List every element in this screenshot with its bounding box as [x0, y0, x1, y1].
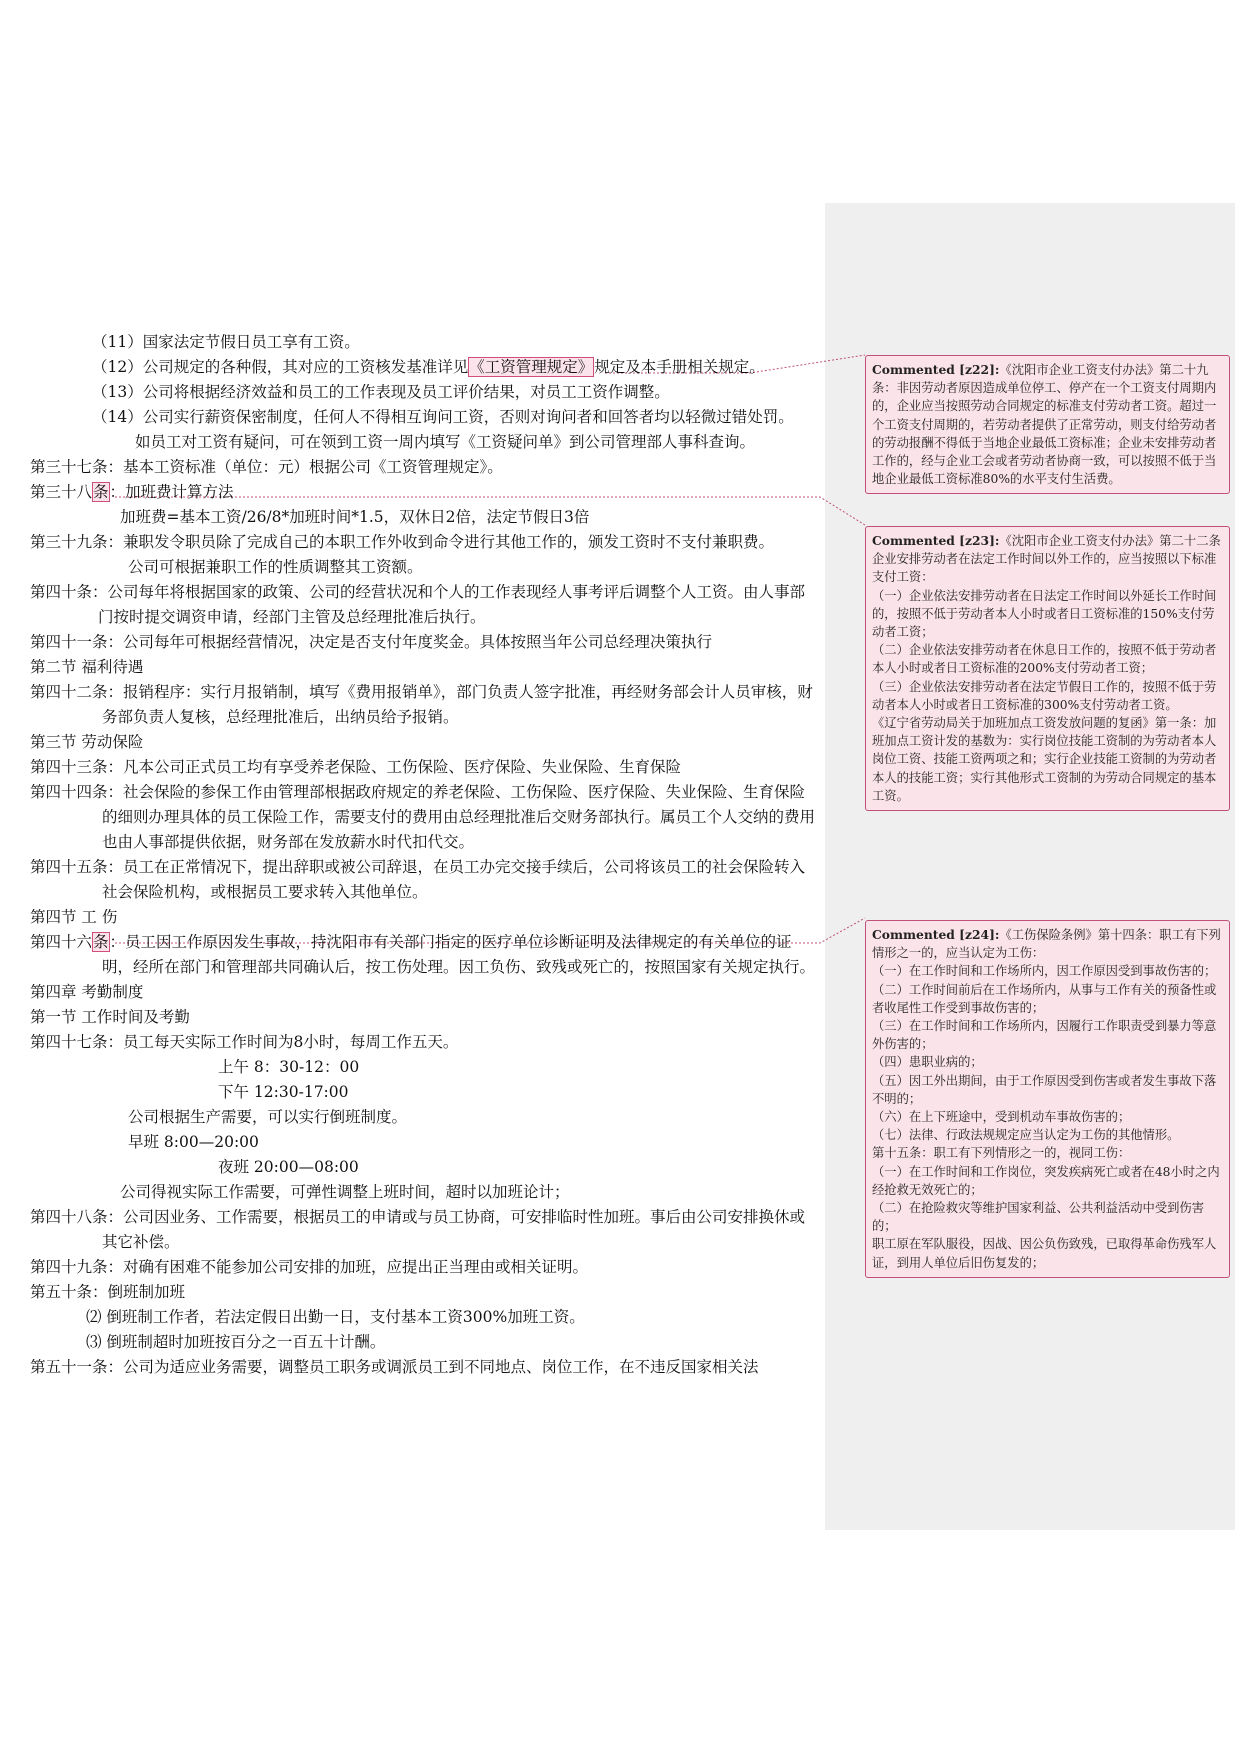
body-paragraph: 第四十六条：员工因工作原因发生事故，持沈阳市有关部门指定的医疗单位诊断证明及法律规定的有关单位的证明，经所在部门和管理部共同确认后，按工伤处理。因工负伤、致残或死亡的，按照国家有关规定执行。 — [30, 933, 816, 976]
body-line: 第三十八条：加班费计算方法 — [30, 483, 234, 501]
body-line: （13）公司将根据经济效益和员工的工作表现及员工评价结果，对员工工资作调整。 — [92, 383, 670, 401]
body-line: 第五十一条：公司为适应业务需要，调整员工职务或调派员工到不同地点、岗位工作，在不违反国家相关法 — [30, 1358, 759, 1376]
comment-text: （一）企业依法安排劳动者在日法定工作时间以外延长工作时间的，按照不低于劳动者本人小时或者日工资标准的150%支付劳动者工资； — [872, 588, 1217, 640]
comment-text: （二）在抢险救灾等维护国家利益、公共利益活动中受到伤害的； — [872, 1201, 1205, 1234]
body-paragraph: 第四十二条：报销程序：实行月报销制，填写《费用报销单》，部门负责人签字批准，再经财务部会计人员审核，财务部负责人复核，总经理批准后，出纳员给予报销。 — [30, 683, 813, 726]
body-line: （11）国家法定节假日员工享有工资。 — [92, 333, 360, 351]
body-line: 公司得视实际工作需要，可弹性调整上班时间，超时以加班论计； — [120, 1183, 570, 1201]
body-line: 公司可根据兼职工作的性质调整其工资额。 — [128, 558, 423, 576]
comment-text: （五）因工外出期间，由于工作原因受到伤害或者发生事故下落不明的； — [872, 1073, 1217, 1106]
comment-text: （四）患职业病的； — [872, 1055, 983, 1070]
comment-text: （七）法律、行政法规规定应当认定为工伤的其他情形。 — [872, 1128, 1180, 1143]
body-line: 加班费=基本工资/26/8*加班时间*1.5，双休日2倍，法定节假日3倍 — [120, 508, 590, 526]
comment-header: Commented [z23]: — [872, 533, 1000, 548]
schedule-line: 上午 8：30-12：00 — [218, 1058, 360, 1076]
comment-text: （一）在工作时间和工作场所内，因工作原因受到事故伤害的； — [872, 964, 1217, 979]
schedule-line: 下午 12:30-17:00 — [218, 1083, 349, 1101]
comment-text: 《沈阳市企业工资支付办法》第二十二条 企业安排劳动者在法定工作时间以外工作的，应当按照以下标准支付工资： — [872, 534, 1221, 585]
body-line: ⑵ 倒班制工作者，若法定假日出勤一日，支付基本工资300%加班工资。 — [86, 1308, 585, 1326]
section-heading: 第一节 工作时间及考勤 — [30, 1008, 190, 1026]
body-line: 公司根据生产需要，可以实行倒班制度。 — [128, 1108, 408, 1126]
schedule-line: 夜班 20:00—08:00 — [218, 1158, 359, 1176]
body-paragraph: 第四十八条：公司因业务、工作需要，根据员工的申请或与员工协商，可安排临时性加班。事后由公司安排换休或其它补偿。 — [30, 1208, 806, 1251]
comment-text: 《工伤保险条例》第十四条：职工有下列情形之一的，应当认定为工伤： — [872, 928, 1221, 961]
comment-z24[interactable] — [865, 920, 1230, 1278]
body-line: 第三十七条：基本工资标准（单位：元）根据公司《工资管理规定》。 — [30, 458, 503, 476]
chapter-heading: 第四章 考勤制度 — [30, 983, 144, 1001]
comment-anchor-z22[interactable]: 《工资管理规定》 — [469, 358, 594, 376]
schedule-line: 早班 8:00—20:00 — [128, 1133, 259, 1151]
comment-text: 《辽宁省劳动局关于加班加点工资发放问题的复函》第一条：加班加点工资计发的基数为：实行岗位技能工资制的为劳动者本人岗位工资、技能工资两项之和；实行企业技能工资制的为劳动者本人的技能工资；实行其他形式工资制的为劳动合同规定的基本工资。 — [872, 716, 1217, 803]
comment-z22[interactable] — [865, 355, 1230, 494]
comment-text: （一）在工作时间和工作岗位，突发疾病死亡或者在48小时之内经抢救无效死亡的； — [872, 1164, 1220, 1197]
body-line: 第四十一条：公司每年可根据经营情况，决定是否支付年度奖金。具体按照当年公司总经理决策执行 — [30, 633, 713, 651]
section-heading: 第四节 工 伤 — [30, 908, 118, 926]
body-paragraph: 第四十五条：员工在正常情况下，提出辞职或被公司辞退，在员工办完交接手续后，公司将该员工的社会保险转入社会保险机构，或根据员工要求转入其他单位。 — [30, 858, 806, 901]
body-line: 第四十三条：凡本公司正式员工均有享受养老保险、工伤保险、医疗保险、失业保险、生育保险 — [30, 758, 682, 776]
body-paragraph: 第四十四条：社会保险的参保工作由管理部根据政府规定的养老保险、工伤保险、医疗保险、失业保险、生育保险的细则办理具体的员工保险工作，需要支付的费用由总经理批准后交财务部执行。属员工个人交纳的费用也由人事部提供依据，财务部在发放薪水时代扣代交。 — [30, 783, 816, 851]
comment-text: 《沈阳市企业工资支付办法》第二十九条：非因劳动者原因造成单位停工、停产在一个工资支付周期内的，企业应当按照劳动合同规定的标准支付劳动者工资。超过一个工资支付周期的，若劳动者提供了正常劳动，则支付给劳动者的劳动报酬不得低于当地企业最低工资标准；企业未安排劳动者工作的，经与企业工会或者劳动者协商一致，可以按照不低于当地企业最低工资标准80%的水平支付生活费。 — [872, 363, 1217, 487]
section-heading: 第三节 劳动保险 — [30, 733, 144, 751]
body-line: （12）公司规定的各种假，其对应的工资核发基准详见《工资管理规定》规定及本手册相关规定。 — [92, 358, 765, 376]
comment-text: （二）工作时间前后在工作场所内，从事与工作有关的预备性或者收尾性工作受到事故伤害的； — [872, 982, 1217, 1015]
comment-text: （六）在上下班途中，受到机动车事故伤害的； — [872, 1110, 1131, 1125]
body-line: 第五十条：倒班制加班 — [30, 1283, 186, 1301]
body-line: 第三十九条：兼职发令职员除了完成自己的本职工作外收到命令进行其他工作的，颁发工资时不支付兼职费。 — [30, 533, 775, 551]
comment-text: 第十五条：职工有下列情形之一的，视同工伤： — [872, 1146, 1131, 1161]
comment-anchor-z23[interactable]: 条 — [93, 483, 109, 501]
comment-text: （二）企业依法安排劳动者在休息日工作的，按照不低于劳动者本人小时或者日工资标准的200%支付劳动者工资； — [872, 643, 1217, 676]
body-line: ⑶ 倒班制超时加班按百分之一百五十计酬。 — [86, 1333, 386, 1351]
body-line: 如员工对工资有疑问，可在领到工资一周内填写《工资疑问单》到公司管理部人事科查询。 — [135, 433, 756, 451]
comment-header: Commented [z24]: — [872, 927, 1000, 942]
comment-header: Commented [z22]: — [872, 362, 1000, 377]
section-heading: 第二节 福利待遇 — [30, 658, 144, 676]
comment-text: （三）企业依法安排劳动者在法定节假日工作的，按照不低于劳动者本人小时或者日工资标准的300%支付劳动者工资。 — [872, 679, 1217, 712]
comment-z23[interactable] — [865, 526, 1230, 811]
comment-anchor-z24[interactable]: 条 — [93, 933, 109, 951]
body-paragraph: 第四十条：公司每年将根据国家的政策、公司的经营状况和个人的工作表现经人事考评后调整个人工资。由人事部门按时提交调资申请，经部门主管及总经理批准后执行。 — [30, 583, 806, 626]
comment-text: （三）在工作时间和工作场所内，因履行工作职责受到暴力等意外伤害的； — [872, 1019, 1217, 1052]
document-body — [30, 330, 820, 1380]
body-line: 第四十九条：对确有困难不能参加公司安排的加班，应提出正当理由或相关证明。 — [30, 1258, 589, 1276]
body-line: （14）公司实行薪资保密制度，任何人不得相互询问工资，否则对询问者和回答者均以轻微过错处罚。 — [92, 408, 794, 426]
body-line: 第四十七条：员工每天实际工作时间为8小时，每周工作五天。 — [30, 1033, 459, 1051]
comment-text: 职工原在军队服役，因战、因公负伤致残，已取得革命伤残军人证，到用人单位后旧伤复发的； — [872, 1237, 1217, 1270]
